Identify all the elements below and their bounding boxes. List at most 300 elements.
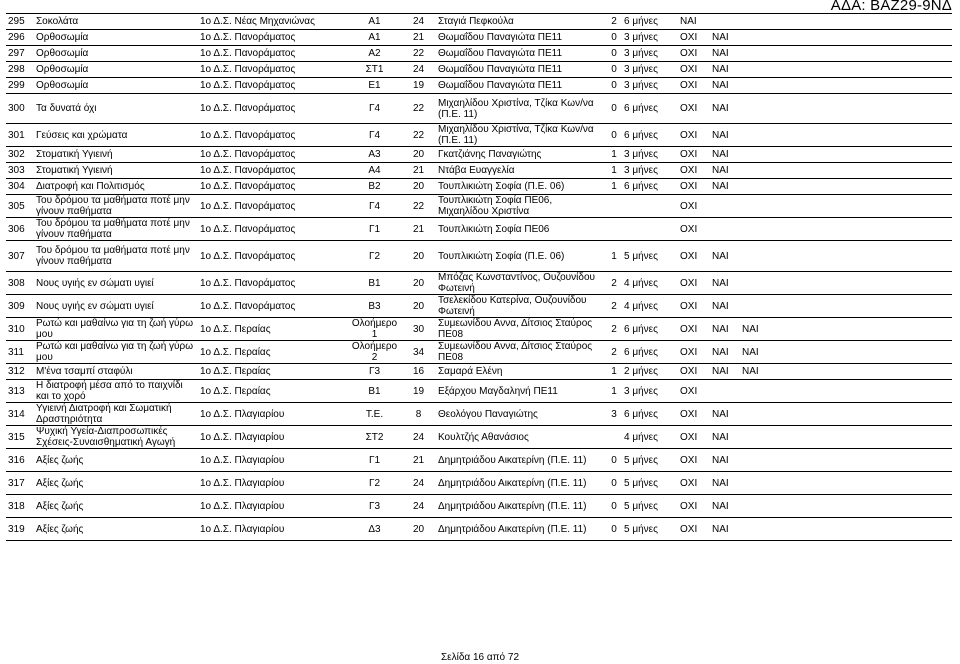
cell-no: 297 [6, 46, 34, 62]
cell-teachers: Σαμαρά Ελένη [436, 364, 606, 380]
cell-title: Γεύσεις και χρώματα [34, 124, 198, 147]
cell-students: 30 [401, 318, 436, 341]
cell-students: 20 [401, 179, 436, 195]
cell-f3 [740, 380, 952, 403]
cell-no: 301 [6, 124, 34, 147]
cell-teachers: Μιχαηλίδου Χριστίνα, Τζίκα Κων/να (Π.Ε. 11) [436, 124, 606, 147]
cell-no: 314 [6, 403, 34, 426]
cell-teachers: Θωμαΐδου Παναγιώτα ΠΕ11 [436, 30, 606, 46]
cell-dur: 5 μήνες [622, 241, 678, 272]
cell-f1: ΟΧΙ [678, 272, 710, 295]
cell-f3 [740, 46, 952, 62]
cell-x: 0 [606, 46, 622, 62]
cell-school: 1ο Δ.Σ. Πλαγιαρίου [198, 518, 348, 541]
cell-f1: ΟΧΙ [678, 218, 710, 241]
cell-f2: ΝΑΙ [710, 495, 740, 518]
cell-school: 1ο Δ.Σ. Πλαγιαρίου [198, 495, 348, 518]
cell-students: 20 [401, 241, 436, 272]
cell-dur: 4 μήνες [622, 426, 678, 449]
cell-title: Ορθοσωμία [34, 62, 198, 78]
table-row [6, 195, 952, 218]
cell-no: 308 [6, 272, 34, 295]
cell-teachers: Δημητριάδου Αικατερίνη (Π.Ε. 11) [436, 449, 606, 472]
cell-school: 1ο Δ.Σ. Πανοράματος [198, 30, 348, 46]
cell-students: 20 [401, 147, 436, 163]
cell-school: 1ο Δ.Σ. Πανοράματος [198, 195, 348, 218]
cell-teachers: Τουπλικιώτη Σοφία ΠΕ06 [436, 218, 606, 241]
cell-f1: ΟΧΙ [678, 30, 710, 46]
cell-no: 296 [6, 30, 34, 46]
cell-teachers: Τουπλικιώτη Σοφία (Π.Ε. 06) [436, 179, 606, 195]
cell-f1: ΟΧΙ [678, 495, 710, 518]
cell-f1: ΟΧΙ [678, 449, 710, 472]
cell-no: 319 [6, 518, 34, 541]
cell-dur: 5 μήνες [622, 495, 678, 518]
table-row [6, 380, 952, 403]
cell-f2: ΝΑΙ [710, 46, 740, 62]
cell-f1: ΟΧΙ [678, 179, 710, 195]
cell-no: 304 [6, 179, 34, 195]
cell-school: 1ο Δ.Σ. Πανοράματος [198, 218, 348, 241]
cell-f1: ΟΧΙ [678, 318, 710, 341]
cell-dur [622, 218, 678, 241]
cell-f2: ΝΑΙ [710, 272, 740, 295]
cell-students: 20 [401, 518, 436, 541]
cell-school: 1ο Δ.Σ. Πλαγιαρίου [198, 449, 348, 472]
cell-no: 303 [6, 163, 34, 179]
cell-school: 1ο Δ.Σ. Περαίας [198, 380, 348, 403]
cell-school: 1ο Δ.Σ. Πανοράματος [198, 163, 348, 179]
cell-school: 1ο Δ.Σ. Πανοράματος [198, 94, 348, 124]
cell-title: Νους υγιής εν σώματι υγιεί [34, 295, 198, 318]
cell-title: Στοματική Υγιεινή [34, 163, 198, 179]
cell-teachers: Τουπλικιώτη Σοφία ΠΕ06, Μιχαηλίδου Χριστίνα [436, 195, 606, 218]
table-row [6, 403, 952, 426]
cell-students: 19 [401, 380, 436, 403]
cell-dur: 3 μήνες [622, 380, 678, 403]
cell-cls: Α3 [348, 147, 401, 163]
table-row [6, 295, 952, 318]
cell-x: 1 [606, 241, 622, 272]
cell-f1: ΟΧΙ [678, 518, 710, 541]
cell-f3 [740, 163, 952, 179]
cell-x: 0 [606, 62, 622, 78]
table-row [6, 341, 952, 364]
cell-cls: Β2 [348, 179, 401, 195]
cell-f3 [740, 472, 952, 495]
cell-cls: Γ4 [348, 195, 401, 218]
cell-cls: ΣΤ1 [348, 62, 401, 78]
cell-f1: ΟΧΙ [678, 195, 710, 218]
cell-f3 [740, 295, 952, 318]
cell-students: 21 [401, 163, 436, 179]
cell-x: 0 [606, 124, 622, 147]
cell-title: Διατροφή και Πολιτισμός [34, 179, 198, 195]
cell-title: Ψυχική Υγεία-Διαπροσωπικές Σχέσεις-Συναισθηματική Αγωγή [34, 426, 198, 449]
cell-no: 305 [6, 195, 34, 218]
cell-teachers: Τσελεκίδου Κατερίνα, Ουζουνίδου Φωτεινή [436, 295, 606, 318]
table-row [6, 272, 952, 295]
cell-cls: Δ3 [348, 518, 401, 541]
cell-cls: Α1 [348, 30, 401, 46]
cell-dur: 6 μήνες [622, 403, 678, 426]
cell-f3 [740, 518, 952, 541]
cell-teachers: Μπόζας Κωνσταντίνος, Ουζουνίδου Φωτεινή [436, 272, 606, 295]
cell-no: 317 [6, 472, 34, 495]
cell-students: 16 [401, 364, 436, 380]
cell-title: Ρωτώ και μαθαίνω για τη ζωή γύρω μου [34, 341, 198, 364]
page-footer: Σελίδα 16 από 72 [440, 652, 520, 663]
cell-school: 1ο Δ.Σ. Πανοράματος [198, 147, 348, 163]
cell-x: 0 [606, 78, 622, 94]
cell-students: 24 [401, 472, 436, 495]
cell-school: 1ο Δ.Σ. Πλαγιαρίου [198, 472, 348, 495]
cell-f3 [740, 495, 952, 518]
cell-f3 [740, 179, 952, 195]
cell-no: 307 [6, 241, 34, 272]
cell-school: 1ο Δ.Σ. Πανοράματος [198, 179, 348, 195]
programs-table [6, 13, 952, 541]
table-row [6, 495, 952, 518]
cell-x: 2 [606, 318, 622, 341]
cell-students: 21 [401, 30, 436, 46]
cell-title: Του δρόμου τα μαθήματα ποτέ μην γίνουν παθήματα [34, 218, 198, 241]
cell-students: 24 [401, 495, 436, 518]
cell-x: 0 [606, 30, 622, 46]
cell-x: 3 [606, 403, 622, 426]
cell-f3 [740, 218, 952, 241]
cell-cls: Ολοήμερο 2 [348, 341, 401, 364]
cell-dur: 6 μήνες [622, 124, 678, 147]
cell-students: 22 [401, 195, 436, 218]
table-row [6, 14, 952, 30]
cell-teachers: Θωμαΐδου Παναγιώτα ΠΕ11 [436, 46, 606, 62]
cell-cls: Γ1 [348, 218, 401, 241]
cell-dur: 6 μήνες [622, 341, 678, 364]
cell-cls: Γ3 [348, 495, 401, 518]
cell-x: 2 [606, 341, 622, 364]
cell-dur: 6 μήνες [622, 318, 678, 341]
cell-school: 1ο Δ.Σ. Πανοράματος [198, 272, 348, 295]
cell-title: Αξίες ζωής [34, 518, 198, 541]
cell-f3 [740, 14, 952, 30]
cell-no: 316 [6, 449, 34, 472]
cell-dur: 5 μήνες [622, 518, 678, 541]
cell-x: 0 [606, 472, 622, 495]
cell-f3 [740, 449, 952, 472]
cell-title: Αξίες ζωής [34, 449, 198, 472]
cell-f1: ΟΧΙ [678, 295, 710, 318]
cell-f1: ΟΧΙ [678, 94, 710, 124]
cell-dur: 3 μήνες [622, 147, 678, 163]
cell-f2: ΝΑΙ [710, 62, 740, 78]
cell-cls: Γ1 [348, 449, 401, 472]
table-row [6, 241, 952, 272]
table-row [6, 449, 952, 472]
cell-f2: ΝΑΙ [710, 295, 740, 318]
table-row [6, 62, 952, 78]
cell-no: 299 [6, 78, 34, 94]
table-row [6, 163, 952, 179]
cell-no: 312 [6, 364, 34, 380]
cell-x: 1 [606, 364, 622, 380]
cell-f3: ΝΑΙ [740, 318, 952, 341]
cell-f1: ΟΧΙ [678, 472, 710, 495]
cell-f3 [740, 195, 952, 218]
cell-dur: 6 μήνες [622, 94, 678, 124]
cell-title: Μ'ένα τσαμπί σταφύλι [34, 364, 198, 380]
cell-f2: ΝΑΙ [710, 179, 740, 195]
cell-f2: ΝΑΙ [710, 94, 740, 124]
cell-students: 22 [401, 46, 436, 62]
cell-students: 8 [401, 403, 436, 426]
cell-school: 1ο Δ.Σ. Πανοράματος [198, 78, 348, 94]
cell-f1: ΟΧΙ [678, 62, 710, 78]
cell-students: 21 [401, 218, 436, 241]
cell-teachers: Δημητριάδου Αικατερίνη (Π.Ε. 11) [436, 472, 606, 495]
cell-students: 24 [401, 426, 436, 449]
cell-no: 318 [6, 495, 34, 518]
cell-school: 1ο Δ.Σ. Περαίας [198, 364, 348, 380]
cell-students: 22 [401, 124, 436, 147]
ada-code: ΑΔΑ: ΒΑΖ29-9ΝΔ [830, 0, 952, 14]
cell-students: 20 [401, 272, 436, 295]
cell-f2: ΝΑΙ [710, 472, 740, 495]
table-row [6, 147, 952, 163]
cell-cls: Γ4 [348, 124, 401, 147]
cell-f2 [710, 195, 740, 218]
table-row [6, 46, 952, 62]
cell-dur: 5 μήνες [622, 449, 678, 472]
cell-cls: Β3 [348, 295, 401, 318]
cell-x [606, 218, 622, 241]
cell-teachers: Κουλτζής Αθανάσιος [436, 426, 606, 449]
cell-cls: Β1 [348, 380, 401, 403]
table-row [6, 364, 952, 380]
table-row [6, 78, 952, 94]
cell-teachers: Θωμαΐδου Παναγιώτα ΠΕ11 [436, 62, 606, 78]
cell-teachers: Ντάβα Ευαγγελία [436, 163, 606, 179]
table-row [6, 318, 952, 341]
cell-f3 [740, 124, 952, 147]
cell-f2: ΝΑΙ [710, 449, 740, 472]
cell-x: 0 [606, 495, 622, 518]
cell-cls: Ολοήμερο 1 [348, 318, 401, 341]
cell-x: 2 [606, 272, 622, 295]
cell-dur: 5 μήνες [622, 472, 678, 495]
cell-title: Του δρόμου τα μαθήματα ποτέ μην γίνουν παθήματα [34, 195, 198, 218]
cell-cls: ΣΤ2 [348, 426, 401, 449]
cell-no: 300 [6, 94, 34, 124]
cell-title: Τα δυνατά όχι [34, 94, 198, 124]
cell-x: 0 [606, 518, 622, 541]
cell-students: 21 [401, 449, 436, 472]
cell-f2: ΝΑΙ [710, 147, 740, 163]
cell-school: 1ο Δ.Σ. Περαίας [198, 341, 348, 364]
cell-students: 22 [401, 94, 436, 124]
cell-f2: ΝΑΙ [710, 124, 740, 147]
cell-teachers: Συμεωνίδου Αννα, Δίτσιος Σταύρος ΠΕ08 [436, 318, 606, 341]
cell-cls: Γ2 [348, 241, 401, 272]
cell-teachers: Σταγιά Πεφκούλα [436, 14, 606, 30]
cell-school: 1ο Δ.Σ. Πλαγιαρίου [198, 426, 348, 449]
cell-students: 20 [401, 295, 436, 318]
cell-dur: 3 μήνες [622, 163, 678, 179]
cell-teachers: Δημητριάδου Αικατερίνη (Π.Ε. 11) [436, 518, 606, 541]
cell-f3: ΝΑΙ [740, 341, 952, 364]
cell-dur: 6 μήνες [622, 179, 678, 195]
cell-teachers: Εξάρχου Μαγδαληνή ΠΕ11 [436, 380, 606, 403]
cell-f3 [740, 62, 952, 78]
cell-f2: ΝΑΙ [710, 163, 740, 179]
cell-title: Ορθοσωμία [34, 78, 198, 94]
cell-no: 311 [6, 341, 34, 364]
cell-x [606, 195, 622, 218]
cell-title: Αξίες ζωής [34, 472, 198, 495]
cell-no: 313 [6, 380, 34, 403]
cell-f1: ΝΑΙ [678, 14, 710, 30]
cell-f2: ΝΑΙ [710, 78, 740, 94]
table-row [6, 30, 952, 46]
cell-f2: ΝΑΙ [710, 30, 740, 46]
cell-x: 2 [606, 14, 622, 30]
cell-f2 [710, 380, 740, 403]
cell-f2: ΝΑΙ [710, 318, 740, 341]
cell-no: 309 [6, 295, 34, 318]
cell-x: 1 [606, 147, 622, 163]
cell-x: 1 [606, 163, 622, 179]
cell-teachers: Γκατζιάνης Παναγιώτης [436, 147, 606, 163]
cell-f2 [710, 218, 740, 241]
table-row [6, 179, 952, 195]
cell-dur: 3 μήνες [622, 62, 678, 78]
cell-f2: ΝΑΙ [710, 518, 740, 541]
cell-f3 [740, 147, 952, 163]
table-row [6, 94, 952, 124]
cell-f1: ΟΧΙ [678, 46, 710, 62]
cell-title: Σοκολάτα [34, 14, 198, 30]
cell-teachers: Τουπλικιώτη Σοφία (Π.Ε. 06) [436, 241, 606, 272]
cell-students: 19 [401, 78, 436, 94]
cell-f2 [710, 14, 740, 30]
cell-f3 [740, 241, 952, 272]
cell-title: Νους υγιής εν σώματι υγιεί [34, 272, 198, 295]
cell-f1: ΟΧΙ [678, 241, 710, 272]
cell-dur: 4 μήνες [622, 295, 678, 318]
cell-f3 [740, 78, 952, 94]
cell-students: 24 [401, 62, 436, 78]
cell-f2: ΝΑΙ [710, 364, 740, 380]
cell-f1: ΟΧΙ [678, 78, 710, 94]
cell-f3 [740, 426, 952, 449]
cell-f1: ΟΧΙ [678, 341, 710, 364]
cell-x: 1 [606, 179, 622, 195]
cell-cls: Α2 [348, 46, 401, 62]
cell-title: Στοματική Υγιεινή [34, 147, 198, 163]
cell-title: Του δρόμου τα μαθήματα ποτέ μην γίνουν παθήματα [34, 241, 198, 272]
cell-x: 1 [606, 380, 622, 403]
cell-f1: ΟΧΙ [678, 403, 710, 426]
cell-dur: 6 μήνες [622, 14, 678, 30]
cell-title: Αξίες ζωής [34, 495, 198, 518]
cell-teachers: Δημητριάδου Αικατερίνη (Π.Ε. 11) [436, 495, 606, 518]
cell-dur: 4 μήνες [622, 272, 678, 295]
table-row [6, 472, 952, 495]
cell-f1: ΟΧΙ [678, 380, 710, 403]
cell-school: 1ο Δ.Σ. Πανοράματος [198, 241, 348, 272]
cell-f3: ΝΑΙ [740, 364, 952, 380]
cell-dur: 2 μήνες [622, 364, 678, 380]
cell-x: 0 [606, 449, 622, 472]
cell-f1: ΟΧΙ [678, 426, 710, 449]
cell-f3 [740, 30, 952, 46]
cell-school: 1ο Δ.Σ. Πανοράματος [198, 62, 348, 78]
cell-title: Ρωτώ και μαθαίνω για τη ζωή γύρω μου [34, 318, 198, 341]
cell-f3 [740, 403, 952, 426]
table-row [6, 218, 952, 241]
cell-school: 1ο Δ.Σ. Νέας Μηχανιώνας [198, 14, 348, 30]
cell-no: 315 [6, 426, 34, 449]
cell-dur: 3 μήνες [622, 30, 678, 46]
cell-x: 0 [606, 94, 622, 124]
cell-cls: Γ2 [348, 472, 401, 495]
cell-no: 306 [6, 218, 34, 241]
cell-students: 34 [401, 341, 436, 364]
cell-no: 310 [6, 318, 34, 341]
cell-students: 24 [401, 14, 436, 30]
cell-title: Η διατροφή μέσα από το παιχνίδι και το χορό [34, 380, 198, 403]
cell-f3 [740, 94, 952, 124]
cell-dur: 3 μήνες [622, 78, 678, 94]
table-row [6, 518, 952, 541]
cell-f1: ΟΧΙ [678, 124, 710, 147]
table-row [6, 426, 952, 449]
cell-no: 302 [6, 147, 34, 163]
cell-teachers: Συμεωνίδου Αννα, Δίτσιος Σταύρος ΠΕ08 [436, 341, 606, 364]
table-row [6, 124, 952, 147]
cell-teachers: Θωμαΐδου Παναγιώτα ΠΕ11 [436, 78, 606, 94]
cell-cls: Ε1 [348, 78, 401, 94]
cell-title: Ορθοσωμία [34, 46, 198, 62]
cell-school: 1ο Δ.Σ. Πλαγιαρίου [198, 403, 348, 426]
cell-f2: ΝΑΙ [710, 426, 740, 449]
cell-f1: ΟΧΙ [678, 364, 710, 380]
cell-school: 1ο Δ.Σ. Περαίας [198, 318, 348, 341]
cell-title: Υγιεινή Διατροφή και Σωματική Δραστηριότητα [34, 403, 198, 426]
cell-x [606, 426, 622, 449]
cell-no: 295 [6, 14, 34, 30]
cell-no: 298 [6, 62, 34, 78]
cell-cls: Γ4 [348, 94, 401, 124]
cell-cls: Β1 [348, 272, 401, 295]
cell-cls: Α1 [348, 14, 401, 30]
cell-f2: ΝΑΙ [710, 241, 740, 272]
cell-title: Ορθοσωμία [34, 30, 198, 46]
cell-teachers: Μιχαηλίδου Χριστίνα, Τζίκα Κων/να (Π.Ε. 11) [436, 94, 606, 124]
cell-f2: ΝΑΙ [710, 341, 740, 364]
cell-f1: ΟΧΙ [678, 163, 710, 179]
cell-cls: Γ3 [348, 364, 401, 380]
cell-school: 1ο Δ.Σ. Πανοράματος [198, 46, 348, 62]
cell-teachers: Θεολόγου Παναγιώτης [436, 403, 606, 426]
cell-dur [622, 195, 678, 218]
cell-f2: ΝΑΙ [710, 403, 740, 426]
cell-cls: Α4 [348, 163, 401, 179]
cell-f3 [740, 272, 952, 295]
cell-school: 1ο Δ.Σ. Πανοράματος [198, 295, 348, 318]
cell-f1: ΟΧΙ [678, 147, 710, 163]
cell-dur: 3 μήνες [622, 46, 678, 62]
